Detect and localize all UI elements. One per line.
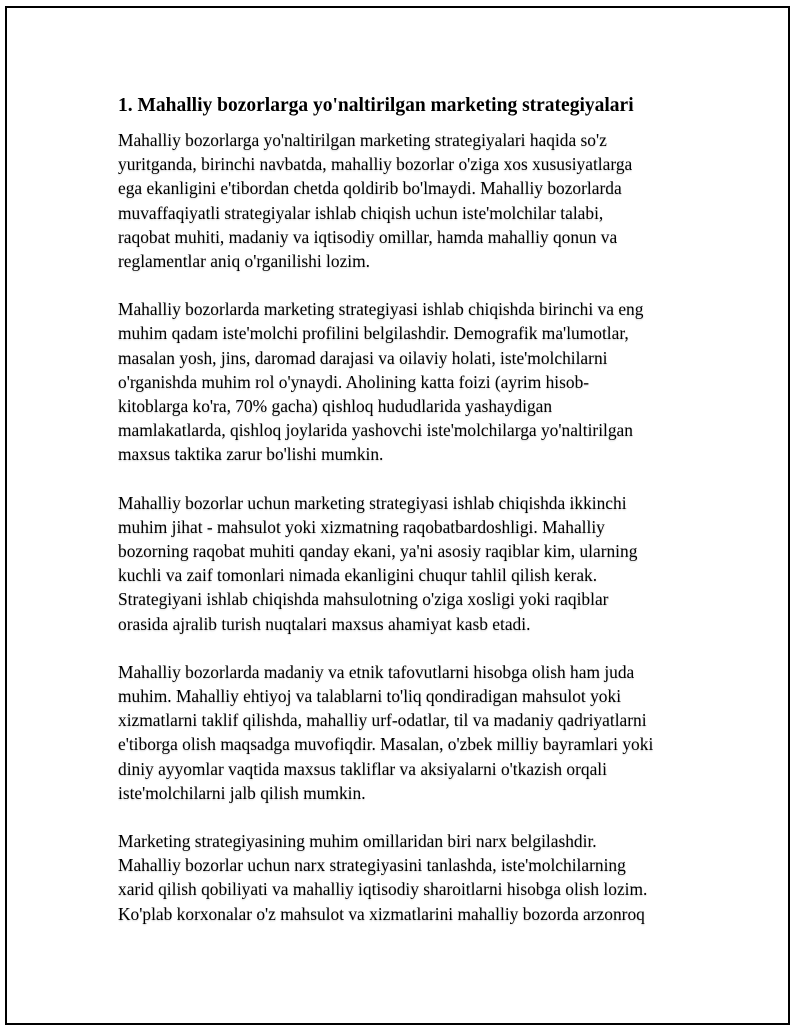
text-line: Strategiyani ishlab chiqishda mahsulotning o'ziga xosligi yoki raqiblar (118, 589, 609, 610)
text-line: maxsus taktika zarur bo'lishi mumkin. (118, 444, 384, 465)
text-line: Mahalliy bozorlar uchun narx strategiyasini tanlashda, iste'molchilarning (118, 855, 626, 876)
text-line: kuchli va zaif tomonlari nimada ekanligini chuqur tahlil qilish kerak. (118, 565, 598, 586)
text-line: xizmatlarni taklif qilishda, mahalliy urf-odatlar, til va madaniy qadriyatlarni (118, 710, 647, 731)
text-line: yuritganda, birinchi navbatda, mahalliy bozorlar o'ziga xos xususiyatlarga (118, 154, 633, 175)
text-line: diniy ayyomlar vaqtida maxsus takliflar va aksiyalarni o'tkazish orqali (118, 758, 607, 779)
document-body (118, 92, 688, 950)
text-line: orasida ajralib turish nuqtalari maxsus ahamiyat kasb etadi. (118, 613, 531, 634)
text-line: iste'molchilarni jalb qilish mumkin. (118, 782, 366, 803)
text-line: kitoblarga ko'ra, 70% gacha) qishloq hududlarida yashaydigan (118, 396, 553, 417)
text-line: Mahalliy bozorlar uchun marketing strategiyasi ishlab chiqishda ikkinchi (118, 492, 627, 513)
paragraph-3 (118, 491, 688, 636)
text-line: Mahalliy bozorlarda madaniy va etnik tafovutlarni hisobga olish ham juda (118, 661, 635, 682)
text-line: Mahalliy bozorlarda marketing strategiyasi ishlab chiqishda birinchi va eng (118, 299, 644, 320)
text-line: muhim qadam iste'molchi profilini belgilashdir. Demografik ma'lumotlar, (118, 323, 629, 344)
text-line: muhim. Mahalliy ehtiyoj va talablarni to'liq qondiradigan mahsulot yoki (118, 686, 622, 707)
paragraph-4 (118, 660, 688, 805)
text-line: ega ekanligini e'tibordan chetda qoldirib bo'lmaydi. Mahalliy bozorlarda (118, 178, 622, 199)
paragraph-2 (118, 297, 688, 466)
text-line: masalan yosh, jins, daromad darajasi va oilaviy holati, iste'molchilarni (118, 347, 608, 368)
text-line: Ko'plab korxonalar o'z mahsulot va xizmatlarini mahalliy bozorda arzonroq (118, 903, 645, 924)
text-line: xarid qilish qobiliyati va mahalliy iqtisodiy sharoitlarni hisobga olish lozim. (118, 879, 648, 900)
text-line: raqobat muhiti, madaniy va iqtisodiy omillar, hamda mahalliy qonun va (118, 226, 618, 247)
text-line: mamlakatlarda, qishloq joylarida yashovchi iste'molchilarga yo'naltirilgan (118, 420, 633, 441)
text-line: muvaffaqiyatli strategiyalar ishlab chiqish uchun iste'molchilar talabi, (118, 202, 604, 223)
paragraph-5 (118, 829, 688, 926)
text-line: muhim jihat - mahsulot yoki xizmatning raqobatbardoshligi. Mahalliy (118, 516, 605, 537)
text-line: bozorning raqobat muhiti qanday ekani, ya'ni asosiy raqiblar kim, ularning (118, 541, 638, 562)
text-line: o'rganishda muhim rol o'ynaydi. Aholining katta foizi (ayrim hisob- (118, 371, 590, 392)
text-line: e'tiborga olish maqsadga muvofiqdir. Masalan, o'zbek milliy bayramlari yoki (118, 734, 654, 755)
text-line: reglamentlar aniq o'rganilishi lozim. (118, 251, 371, 272)
section-heading: 1. Mahalliy bozorlarga yo'naltirilgan marketing strategiyalari (118, 95, 634, 116)
paragraph-1 (118, 128, 688, 273)
text-line: Mahalliy bozorlarga yo'naltirilgan marketing strategiyalari haqida so'z (118, 130, 607, 150)
text-line: Marketing strategiyasining muhim omillaridan biri narx belgilashdir. (118, 831, 597, 852)
